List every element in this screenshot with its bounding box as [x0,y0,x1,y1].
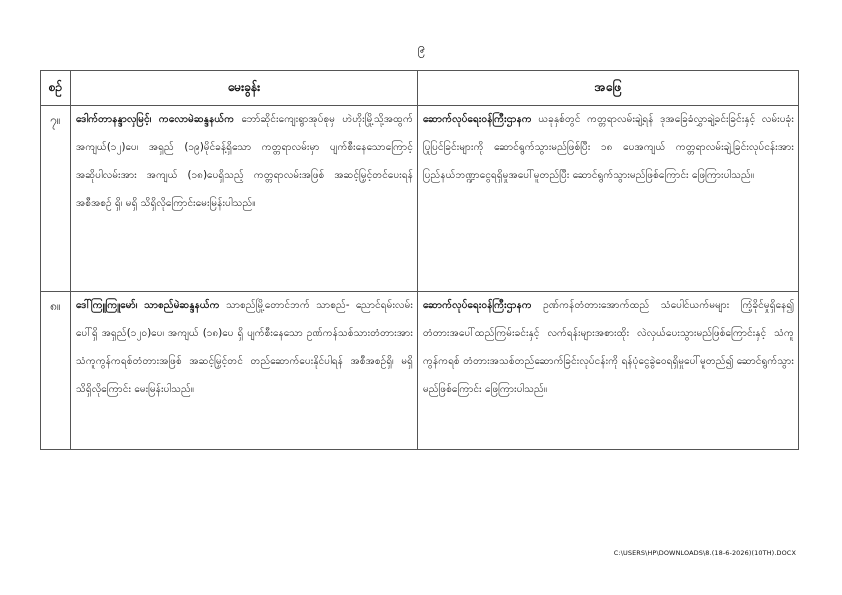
answer-cell [418,292,799,450]
answer-speaker: ဆောက်လုပ်ရေးဝန်ကြီးဌာနက [423,300,532,311]
footer-file-path: C:\USERS\HP\DOWNLOADS\8.(18-6-2026)(10TH).DOCX [613,549,796,557]
question-text: သာစည်မြို့တောင်ဘက် သာစည်- ညောင်ရမ်းလမ်းပေါ်ရှိ အရှည်(၁၂၀)ပေ၊ အကျယ် (၁၈)ပေ ရှိ ပျက်စီးနေသော ဥဏ်ကန်သစ်သားတံတားအား သံကူကွန်ကရစ်တံတားအဖြစ် အဆင့်မြှင့်တင် တည်ဆောက်ပေးနိုင်ပါရန် အစီအစဉ်ရှိ၊ မရှိ သိရှိလိုကြောင်း မေးမြန်းပါသည်။ [76,300,413,395]
question-text: ဘော်ဆိုင်းကျေးရွာအုပ်စုမှ ဟဲဟိုးမြို့သို့အထွက် အကျယ်(၁၂)ပေ၊ အရှည် (၁၉)မိုင်ခန့်ရှိသော ကတ္တရာလမ်းမှာ ပျက်စီးနေသောကြောင့် အဆိုပါလမ်းအား အကျယ် (၁၈)ပေရှိသည့် ကတ္တရာလမ်းအဖြစ် အဆင့်မြှင့်တင်ပေးရန် အစီအစဉ် ရှိ၊ မရှိ သိရှိလိုကြောင်းမေးမြန်းပါသည်။ [76,114,413,209]
answer-speaker: ဆောက်လုပ်ရေးဝန်ကြီးဌာနက [423,114,532,125]
qa-table [40,70,799,450]
question-cell [71,292,418,450]
table-header-row [41,71,799,106]
question-speaker: ဒေါ်ကြူကြူမော်၊ သာစည်မဲဆန္ဒနယ်က [76,300,220,311]
answer-text: ဥဏ်ကန်တံတားအောက်ထည် သံပေါင်ယက်မများ ကြံ့ခိုင်မှုရှိနေ၍ တံတားအပေါ်ထည်ကြမ်းခင်းနှင့် လက်ရန်းများအစားထိုး လဲလှယ်ပေးသွားမည်ဖြစ်ကြောင်းနှင့် သံကူကွန်ကရစ် တံတားအသစ်တည်ဆောက်ခြင်းလုပ်ငန်းကို ရန်ပုံငွေခွဲဝေရရှိမှုပေါ်မူတည်၍ ဆောင်ရွက်သွားမည်ဖြစ်ကြောင်း ဖြေကြားပါသည်။ [423,300,794,395]
answer-cell [418,106,799,292]
header-answer: အဖြေ [418,71,799,106]
page-number: ၉ [417,41,425,56]
question-speaker: ဒေါက်တာနန္ဒာလှမြင့်၊ ကလောမဲဆန္ဒနယ်က [76,114,235,125]
header-number: စဉ် [41,71,71,106]
question-cell [71,106,418,292]
table-row [41,106,799,292]
row-number: ၇။ [41,106,71,292]
header-question: မေးခွန်း [71,71,418,106]
table-row [41,292,799,450]
row-number: ၈။ [41,292,71,450]
answer-text: ယခုနှစ်တွင် ကတ္တရာလမ်းချဲ့ရန် ဒုအခြေခံလွှာချဲ့ခင်းခြင်းနှင့် လမ်းပခုံးပြုပြင်ခြင်းများကို ဆောင်ရွက်သွားမည်ဖြစ်ပြီး ၁၈ ပေအကျယ် ကတ္တရာလမ်းချဲ့ခြင်းလုပ်ငန်းအား ပြည်နယ်ဘဏ္ဍာငွေရရှိမှုအပေါ်မူတည်ပြီး ဆောင်ရွက်သွားမည်ဖြစ်ကြောင်း ဖြေကြားပါသည်။ [423,114,794,181]
